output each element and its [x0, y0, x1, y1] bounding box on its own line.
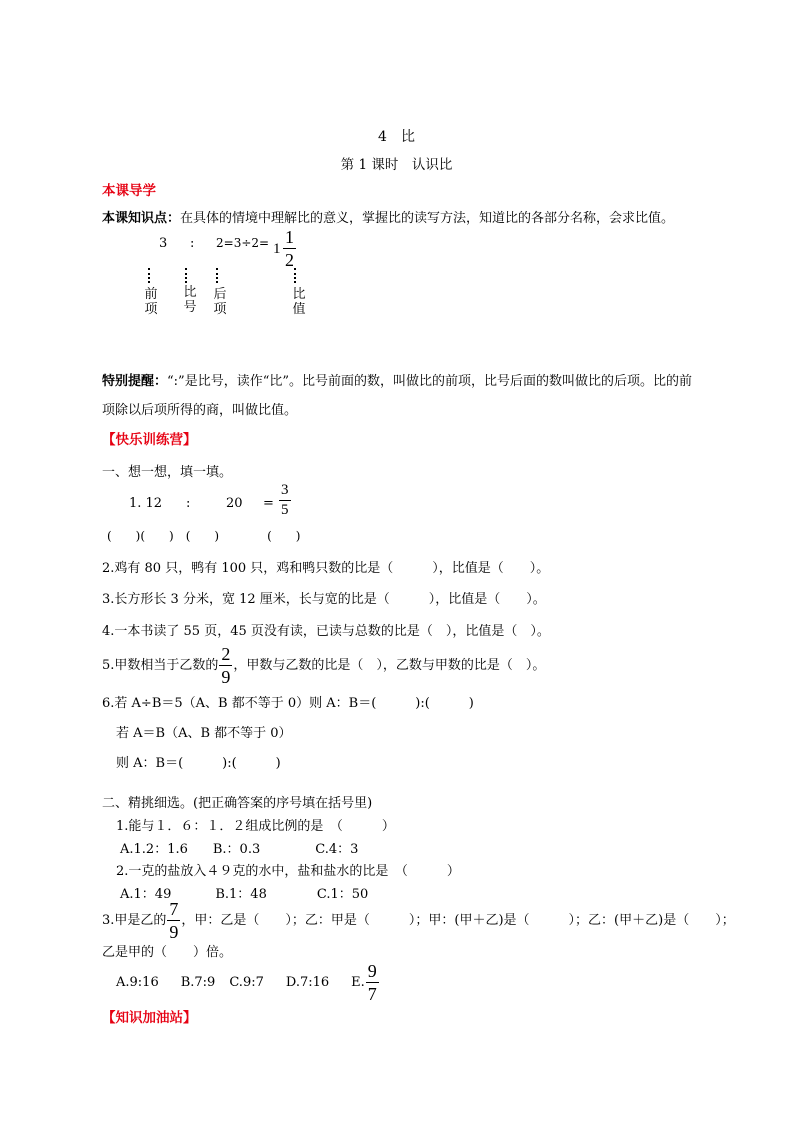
s1-question-4: 4.一本书读了 55 页，45 页没有读，已读与总数的比是（ ），比值是（ ）。 — [102, 624, 550, 639]
dotted-connector — [185, 268, 187, 283]
s1-question-2: 2.鸡有 80 只，鸭有 100 只，鸡和鸭只数的比是（ ），比值是（ ）。 — [102, 561, 550, 576]
label-back-term: 后项 — [213, 287, 227, 317]
option-a[interactable]: A.9:16 — [116, 975, 159, 990]
dotted-connector — [294, 268, 296, 283]
s2-question-1-options — [120, 838, 358, 857]
dotted-connector — [148, 268, 150, 283]
result-whole: 1 — [273, 241, 281, 257]
reminder-line2: 项除以后项所得的商，叫做比值。 — [102, 403, 298, 418]
option-c[interactable]: C.9:7 — [229, 975, 264, 990]
option-a[interactable]: A.1：49 — [120, 887, 172, 902]
section2-title: 二、精挑细选。(把正确答案的序号填在括号里) — [102, 796, 373, 811]
label-ratio-sign: 比号 — [183, 285, 197, 315]
label-front-term: 前项 — [144, 287, 158, 317]
s1-question-5: 5.甲数相当于乙数的 $\frac{2}{9}$ ，甲数与乙数的比是（ ），乙数与甲数的比是（ ）。 — [102, 644, 546, 687]
front-term: 3 — [159, 236, 168, 251]
knowledge-text: 在具体的情境中理解比的意义，掌握比的读写方法，知道比的各部分名称，会求比值。 — [180, 211, 675, 226]
option-b[interactable]: B.7:9 — [180, 975, 216, 990]
s1-question-6: 6.若 A÷B＝5（A、B 都不等于 0）则 A：B＝( ):( ) — [102, 696, 474, 711]
reminder-line1: “:”是比号，读作“比”。比号前面的数，叫做比的前项，比号后面的数叫做比的后项。比的前 — [167, 374, 692, 389]
extra-heading: 【知识加油站】 — [102, 1010, 197, 1026]
fraction-3-5: $\frac{3}{5}$ — [281, 482, 289, 518]
s2-question-3-line2: 乙是甲的（ ）倍。 — [102, 945, 233, 960]
knowledge-label: 本课知识点： — [102, 211, 181, 226]
s2-question-3-options — [116, 962, 380, 1003]
option-e[interactable]: E. $\frac{9}{7}$ — [351, 961, 377, 1004]
s1-question-6-answer: 则 A：B＝( ):( ) — [116, 756, 281, 771]
s1-question-6-condition: 若 A＝B（A、B 都不等于 0） — [116, 726, 292, 741]
option-c[interactable]: C.4：3 — [315, 842, 359, 857]
option-c[interactable]: C.1：50 — [316, 887, 369, 902]
dotted-connector — [216, 268, 218, 283]
option-b[interactable]: B.1：48 — [215, 887, 267, 902]
label-ratio-value: 比值 — [292, 287, 306, 317]
ratio-colon: : — [190, 236, 195, 251]
lesson-title: 第 1 课时 认识比 — [340, 157, 453, 173]
reminder — [102, 370, 692, 389]
result-fraction: $\frac{1}{2}$ — [285, 227, 294, 270]
option-b[interactable]: B.：0.3 — [212, 842, 261, 857]
s2-question-3: 3.甲是乙的 $\frac{7}{9}$ ，甲：乙是（ ）；乙：甲是（ ）；甲：(甲＋乙)是（ ）；乙：(甲＋乙)是（ ）； — [102, 899, 735, 942]
practice-heading: 【快乐训练营】 — [102, 432, 197, 448]
ratio-expression: 2=3÷2= — [216, 236, 270, 250]
answer-blanks[interactable]: ( )( ) ( ) ( ) — [107, 529, 301, 543]
intro-heading: 本课导学 — [102, 183, 156, 199]
knowledge-point — [102, 207, 674, 226]
s1-question-3: 3.长方形长 3 分米，宽 12 厘米，长与宽的比是（ ），比值是（ ）。 — [102, 592, 546, 607]
s2-question-1: 1.能与１．６：１．２组成比例的是 （ ） — [116, 819, 395, 834]
chapter-title: 4 比 — [378, 129, 415, 145]
option-a[interactable]: A.1.2：1.6 — [120, 842, 188, 857]
s2-question-2: 2.一克的盐放入４９克的水中，盐和盐水的比是 （ ） — [116, 864, 460, 879]
section1-title: 一、想一想，填一填。 — [102, 465, 233, 480]
reminder-label: 特别提醒： — [102, 374, 168, 389]
option-d[interactable]: D.7:16 — [285, 975, 330, 990]
